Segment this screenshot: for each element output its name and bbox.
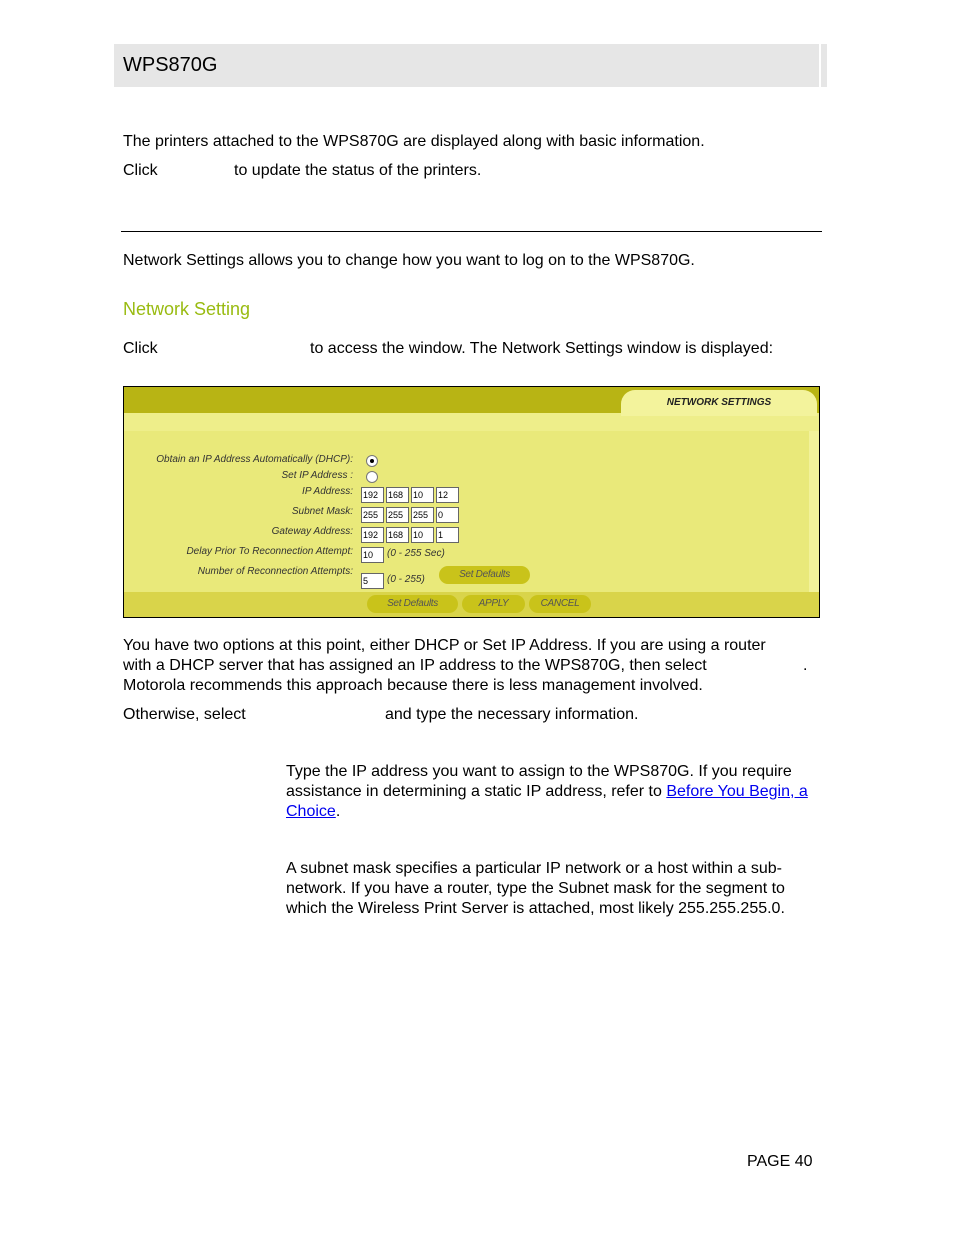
delay-label: Delay Prior To Reconnection Attempt: [186, 546, 353, 557]
set-ip-label: Set IP Address : [281, 470, 353, 481]
options-line-2: with a DHCP server that has assigned an IP address to the WPS870G, then select [123, 657, 707, 674]
ip-octet-3[interactable]: 10 [411, 487, 434, 503]
subnet-mask-description: A subnet mask specifies a particular IP network or a host within a sub-network. If you have a router, type the Subnet mask for the segment to which the Wireless Print Server is attached, most likely 255.255.255.0. [286, 860, 785, 917]
otherwise-end: and type the necessary information. [385, 706, 639, 723]
ip-octet-2[interactable]: 168 [386, 487, 409, 503]
gateway-octet-1[interactable]: 192 [361, 527, 384, 543]
attempts-hint: (0 - 255) [387, 574, 425, 585]
header-separator [819, 44, 821, 87]
click-word: Click [123, 162, 158, 179]
options-line-1: You have two options at this point, either DHCP or Set IP Address. If you are using a router [123, 637, 766, 654]
cancel-button[interactable]: CANCEL [529, 595, 591, 613]
subnet-octet-2[interactable]: 255 [386, 507, 409, 523]
subnet-octet-1[interactable]: 255 [361, 507, 384, 523]
subnet-octet-4[interactable]: 0 [436, 507, 459, 523]
ip-address-description [286, 762, 816, 822]
gateway-octet-4[interactable]: 1 [436, 527, 459, 543]
attempts-input[interactable]: 5 [361, 573, 384, 589]
options-line-2-end: . [803, 657, 808, 674]
refresh-instruction: to update the status of the printers. [234, 162, 482, 179]
ip-octet-4[interactable]: 12 [436, 487, 459, 503]
access-instruction: to access the window. The Network Settings window is displayed: [310, 340, 774, 357]
set-defaults-inline-button[interactable]: Set Defaults [439, 566, 530, 584]
network-settings-screenshot [123, 386, 820, 618]
network-settings-intro: Network Settings allows you to change how you want to log on to the WPS870G. [123, 252, 695, 269]
set-ip-radio[interactable] [366, 471, 378, 483]
subnet-mask-label: Subnet Mask: [291, 506, 353, 517]
ip-address-label: IP Address: [302, 486, 353, 497]
network-settings-tab[interactable]: NETWORK SETTINGS [621, 390, 817, 416]
delay-hint: (0 - 255 Sec) [387, 548, 445, 559]
dhcp-radio[interactable] [366, 455, 378, 467]
delay-input[interactable]: 10 [361, 547, 384, 563]
options-line-3: Motorola recommends this approach because there is less management involved. [123, 677, 703, 694]
right-band [809, 431, 819, 617]
ip-octet-1[interactable]: 192 [361, 487, 384, 503]
dhcp-label: Obtain an IP Address Automatically (DHCP): [156, 454, 353, 465]
ip-desc-text: Type the IP address you want to assign to the WPS870G. If you require assistance in determining a static IP address, refer to [286, 763, 792, 800]
otherwise-start: Otherwise, select [123, 706, 246, 723]
gateway-label: Gateway Address: [271, 526, 353, 537]
header-title: WPS870G [123, 54, 218, 76]
gateway-octet-2[interactable]: 168 [386, 527, 409, 543]
ip-desc-period: . [335, 803, 341, 820]
section-divider [121, 231, 822, 232]
apply-button[interactable]: APPLY [462, 595, 525, 613]
click-word-2: Click [123, 340, 158, 357]
section-subheading: Network Setting [123, 299, 251, 319]
before-you-begin-link[interactable]: Before You Begin, a Choice [286, 783, 808, 820]
header-bar [114, 44, 827, 87]
attempts-label: Number of Reconnection Attempts: [197, 566, 353, 577]
intro-paragraph: The printers attached to the WPS870G are displayed along with basic information. [123, 133, 705, 150]
subnet-octet-3[interactable]: 255 [411, 507, 434, 523]
page-number: PAGE 40 [747, 1153, 813, 1170]
gateway-octet-3[interactable]: 10 [411, 527, 434, 543]
set-defaults-button[interactable]: Set Defaults [367, 595, 458, 613]
